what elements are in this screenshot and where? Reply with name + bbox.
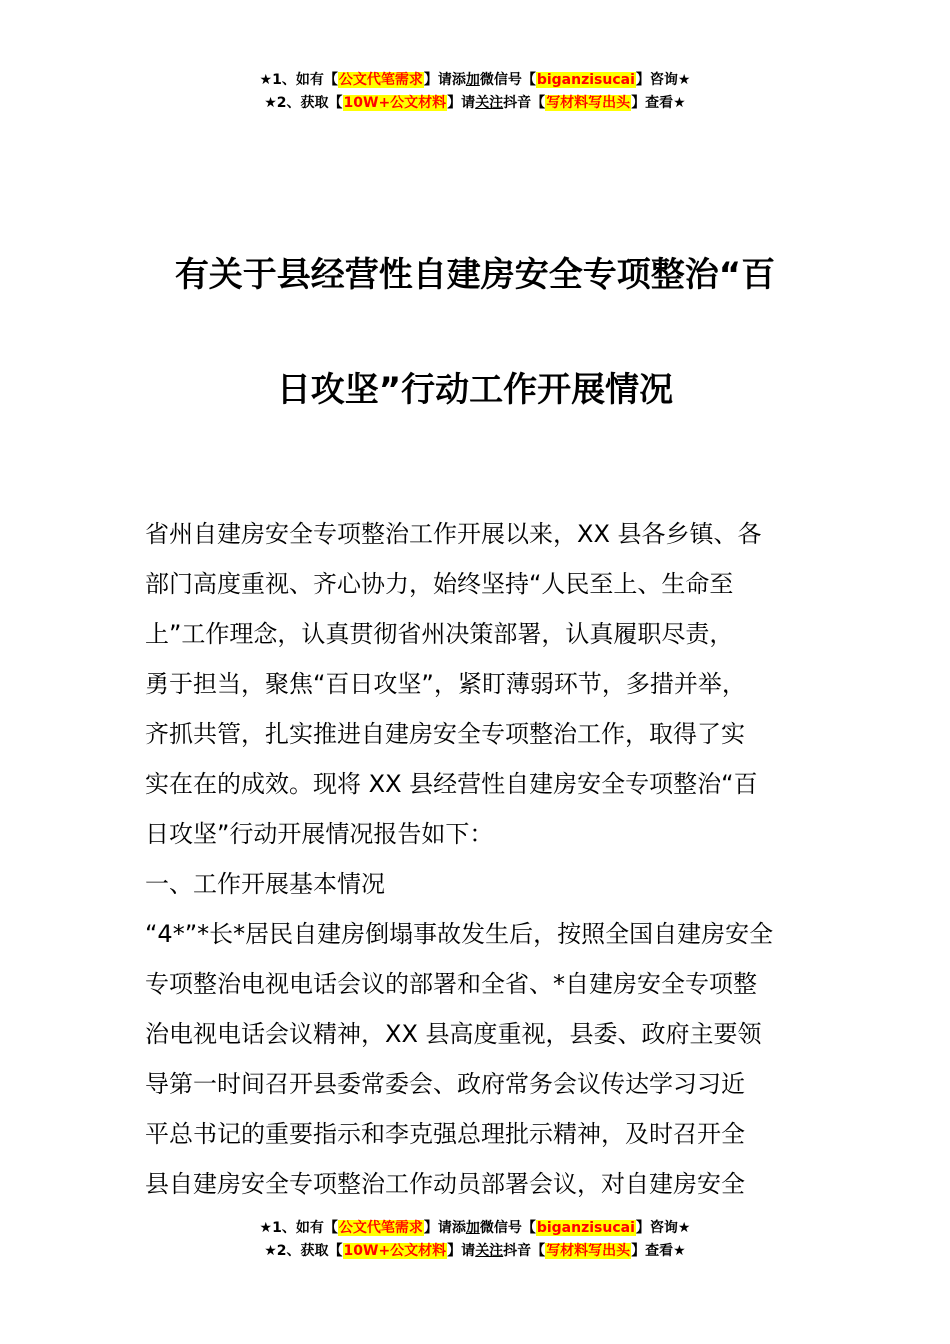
banner-text: 】请添	[423, 1220, 466, 1236]
banner-text: ★2、获取【	[264, 1243, 343, 1259]
banner-text: 】请	[447, 1243, 476, 1259]
highlight-text: 公文代笔需求	[338, 72, 423, 88]
banner-text: ★1、如有【	[259, 1220, 338, 1236]
highlight-text: biganzisucai	[536, 1220, 635, 1236]
body-line: 平总书记的重要指示和李克强总理批示精神，及时召开全	[145, 1120, 745, 1148]
document-body	[145, 509, 810, 1209]
section-heading: 一、工作开展基本情况	[145, 870, 385, 898]
body-line: 日攻坚”行动开展情况报告如下：	[145, 820, 494, 848]
banner-text: 微信号【	[479, 1220, 536, 1236]
body-line: 治电视电话会议精神，XX 县高度重视，县委、政府主要领	[145, 1020, 762, 1048]
banner-text: 抖音【	[503, 95, 546, 111]
underlined-text: 关注	[475, 1243, 504, 1259]
banner-text: 】查看★	[631, 1243, 686, 1259]
banner-text: 抖音【	[503, 1243, 546, 1259]
highlight-text: 10W+公文材料	[343, 95, 447, 111]
banner-line-2	[0, 1240, 950, 1263]
banner-text: 】请添	[423, 72, 466, 88]
highlight-text: 写材料写出头	[546, 1243, 631, 1259]
body-line: 实在在的成效。现将 XX 县经营性自建房安全专项整治“百	[145, 770, 758, 798]
body-line: 省州自建房安全专项整治工作开展以来，XX 县各乡镇、各	[145, 520, 762, 548]
body-line: “4*”*长*居民自建房倒塌事故发生后，按照全国自建房安全	[145, 920, 774, 948]
document-title-line-1: 有关于县经营性自建房安全专项整治“百	[174, 255, 776, 295]
body-line: 专项整治电视电话会议的部署和全省、*自建房安全专项整	[145, 970, 757, 998]
banner-text: ★1、如有【	[259, 72, 338, 88]
footer-banner	[0, 1217, 950, 1263]
banner-text: 】咨询★	[635, 1220, 691, 1236]
banner-line-1	[0, 1217, 950, 1240]
highlight-text: 写材料写出头	[546, 95, 631, 111]
body-line: 上”工作理念，认真贯彻省州决策部署，认真履职尽责，	[145, 620, 734, 648]
banner-text: 微信号【	[479, 72, 536, 88]
banner-text: 】查看★	[631, 95, 686, 111]
highlight-text: biganzisucai	[536, 72, 635, 88]
underlined-text: 加	[465, 1220, 480, 1236]
document-title-line-2: 日攻坚”行动工作开展情况	[276, 370, 674, 410]
banner-text: 】咨询★	[635, 72, 691, 88]
body-line: 部门高度重视、齐心协力，始终坚持“人民至上、生命至	[145, 570, 734, 598]
highlight-text: 10W+公文材料	[343, 1243, 447, 1259]
body-line: 勇于担当，聚焦“百日攻坚”，紧盯薄弱环节，多措并举，	[145, 670, 746, 698]
header-banner	[0, 69, 950, 115]
underlined-text: 关注	[475, 95, 504, 111]
banner-line-2	[0, 92, 950, 115]
body-line: 县自建房安全专项整治工作动员部署会议，对自建房安全	[145, 1170, 745, 1198]
body-line: 齐抓共管，扎实推进自建房安全专项整治工作，取得了实	[145, 720, 745, 748]
banner-line-1	[0, 69, 950, 92]
banner-text: 】请	[447, 95, 476, 111]
banner-text: ★2、获取【	[264, 95, 343, 111]
highlight-text: 公文代笔需求	[338, 1220, 423, 1236]
underlined-text: 加	[465, 72, 480, 88]
body-line: 导第一时间召开县委常委会、政府常务会议传达学习习近	[145, 1070, 745, 1098]
